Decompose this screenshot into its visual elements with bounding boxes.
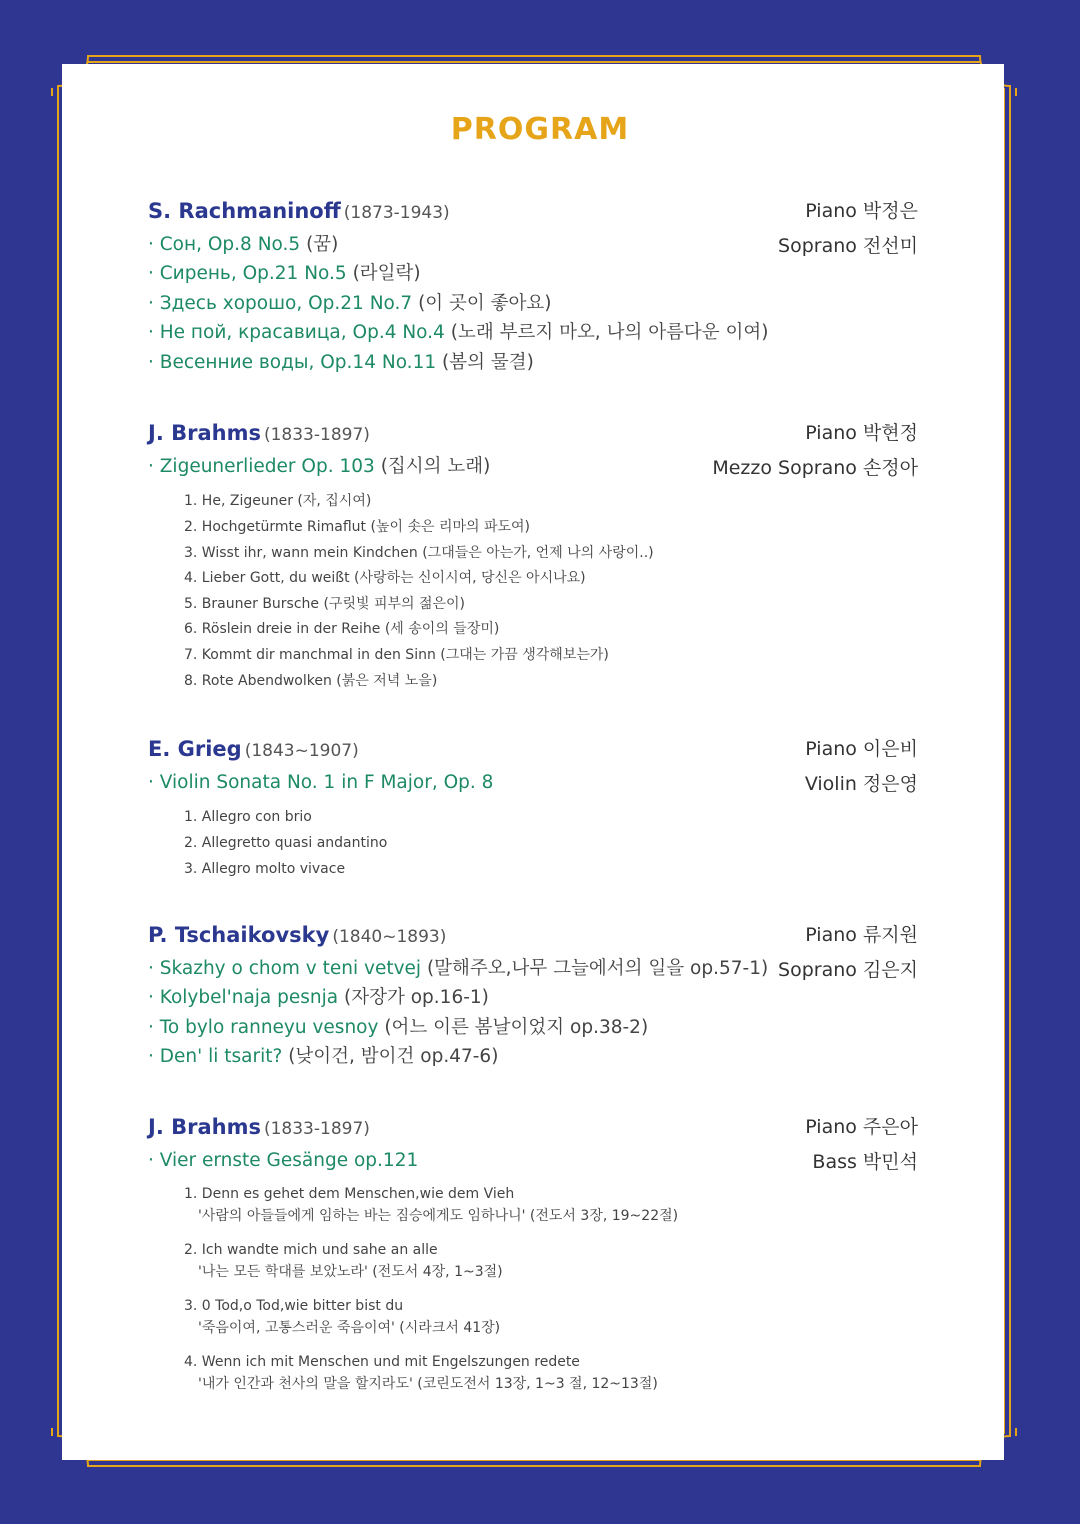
movement-scripture: '사람의 아들들에게 임하는 바는 짐승에게도 임하나니' (전도서 3장, 19~22절)	[198, 1208, 679, 1225]
movement-item: 1. Allegro con brio	[184, 809, 312, 826]
works-list	[148, 1146, 918, 1175]
movement-title: 2. Ich wandte mich und sahe an alle	[184, 1242, 438, 1259]
section-rachmaninoff	[148, 196, 918, 377]
movement-item: 2. Allegretto quasi andantino	[184, 835, 388, 851]
composer-name: S. Rachmaninoff	[148, 199, 341, 223]
movements-list	[184, 1183, 918, 1395]
works-list	[148, 768, 918, 797]
performer-piano: Piano 박현정	[805, 422, 918, 444]
work-title: · Skazhy o chom v teni vetvej	[148, 958, 422, 979]
work-title: · Сон, Op.8 No.5	[148, 234, 301, 255]
work-translation: (노래 부르지 마오, 나의 아름다운 이여)	[450, 322, 769, 344]
movement-scripture: '내가 인간과 천사의 말을 할지라도' (코린도전서 13장, 1~3 절, 12~13절)	[198, 1376, 658, 1393]
movement-item: 6. Röslein dreie in der Reihe (세 송이의 들장미)	[184, 621, 500, 638]
work-title: · Den' li tsarit?	[148, 1046, 283, 1068]
composer-years: (1843~1907)	[244, 741, 359, 761]
work-item	[148, 289, 918, 318]
performer-mezzo-soprano: Mezzo Soprano 손정아	[712, 457, 918, 479]
movement-title: 1. Denn es gehet dem Menschen,wie dem Vieh	[184, 1186, 515, 1203]
movements-list	[184, 805, 918, 882]
work-item	[148, 348, 918, 377]
work-title: · Zigeunerlieder Op. 103	[148, 456, 375, 477]
work-translation: (어느 이른 봄날이었지 op.38-2)	[384, 1016, 649, 1038]
performer-soprano: Soprano 김은지	[778, 959, 918, 981]
work-title: · Kolybel'naja pesnja	[148, 987, 339, 1009]
composer-name: J. Brahms	[148, 421, 261, 445]
section-brahms-vier-ernste	[148, 1112, 918, 1407]
movement-item	[184, 1239, 918, 1283]
movement-item: 5. Brauner Bursche (구릿빛 피부의 젊은이)	[184, 595, 466, 612]
performer-piano: Piano 류지원	[805, 924, 918, 946]
performers	[778, 194, 918, 264]
performers	[805, 1110, 918, 1180]
performer-piano: Piano 주은아	[805, 1116, 918, 1138]
composer-line	[148, 1112, 918, 1142]
work-translation: (집시의 노래)	[380, 456, 491, 477]
movement-item: 7. Kommt dir manchmal in den Sinn (그대는 가끔 생각해보는가)	[184, 646, 609, 663]
composer-name: P. Tschaikovsky	[148, 923, 330, 947]
movement-scripture: '죽음이여, 고통스러운 죽음이여' (시라크서 41장)	[198, 1320, 501, 1337]
movement-item	[184, 1183, 918, 1227]
work-title: · Не пой, красавица, Op.4 No.4	[148, 322, 445, 344]
work-title: · Сирень, Op.21 No.5	[148, 263, 347, 285]
performer-violin: Violin 정은영	[804, 773, 918, 795]
performer-piano: Piano 이은비	[805, 738, 918, 760]
performers	[778, 918, 918, 988]
composer-name: E. Grieg	[148, 737, 242, 761]
work-title: · Весенние воды, Op.14 No.11	[148, 351, 437, 373]
composer-years: (1840~1893)	[332, 927, 447, 947]
work-translation: (낮이건, 밤이건 op.47-6)	[288, 1046, 499, 1068]
composer-years: (1873-1943)	[343, 203, 450, 223]
movements-list	[184, 489, 918, 694]
movement-item: 3. Allegro molto vivace	[184, 860, 346, 877]
work-translation: (이 곳이 좋아요)	[418, 292, 552, 314]
movement-item: 3. Wisst ihr, wann mein Kindchen (그대들은 아는가, 언제 나의 사랑이..)	[184, 544, 654, 561]
page-title: PROGRAM	[450, 112, 630, 147]
work-title: · Vier ernste Gesänge op.121	[148, 1150, 419, 1171]
performer-bass: Bass 박민석	[812, 1151, 918, 1173]
movement-item: 8. Rote Abendwolken (붉은 저녁 노을)	[184, 672, 438, 689]
performers	[805, 732, 918, 802]
work-title: · Здесь хорошо, Op.21 No.7	[148, 292, 413, 314]
work-item	[148, 768, 918, 797]
movement-item: 1. He, Zigeuner (자, 집시여)	[184, 493, 372, 510]
movement-scripture: '나는 모든 학대를 보았노라' (전도서 4장, 1~3절)	[198, 1264, 503, 1281]
work-item	[148, 1146, 918, 1175]
composer-line	[148, 734, 918, 764]
performer-piano: Piano 박정은	[805, 200, 918, 222]
work-item	[148, 1042, 918, 1071]
work-title: · Violin Sonata No. 1 in F Major, Op. 8	[148, 772, 494, 793]
movement-item	[184, 1295, 918, 1339]
composer-years: (1833-1897)	[263, 1119, 370, 1139]
work-translation: (봄의 물결)	[442, 351, 534, 373]
movement-title: 3. 0 Tod,o Tod,wie bitter bist du	[184, 1298, 404, 1315]
movement-item: 4. Lieber Gott, du weißt (사랑하는 신이시여, 당신은 아시나요)	[184, 570, 586, 587]
composer-years: (1833-1897)	[263, 425, 370, 445]
section-tschaikovsky	[148, 920, 918, 1072]
work-item	[148, 1013, 918, 1042]
section-brahms-zigeunerlieder	[148, 418, 918, 694]
work-translation: (말해주오,나무 그늘에서의 일을 op.57-1)	[426, 958, 769, 979]
performer-soprano: Soprano 전선미	[778, 235, 918, 257]
performers	[712, 416, 918, 486]
section-grieg	[148, 734, 918, 882]
work-translation: (꿈)	[306, 234, 339, 255]
movement-item: 2. Hochgetürmte Rimaflut (높이 솟은 리마의 파도여)	[184, 519, 531, 535]
movement-item	[184, 1351, 918, 1395]
movement-title: 4. Wenn ich mit Menschen und mit Engelszungen redete	[184, 1354, 580, 1371]
work-translation: (자장가 op.16-1)	[344, 987, 489, 1009]
composer-name: J. Brahms	[148, 1115, 261, 1139]
work-title: · To bylo ranneyu vesnoy	[148, 1016, 379, 1038]
work-translation: (라일락)	[352, 263, 421, 285]
work-item	[148, 318, 918, 347]
